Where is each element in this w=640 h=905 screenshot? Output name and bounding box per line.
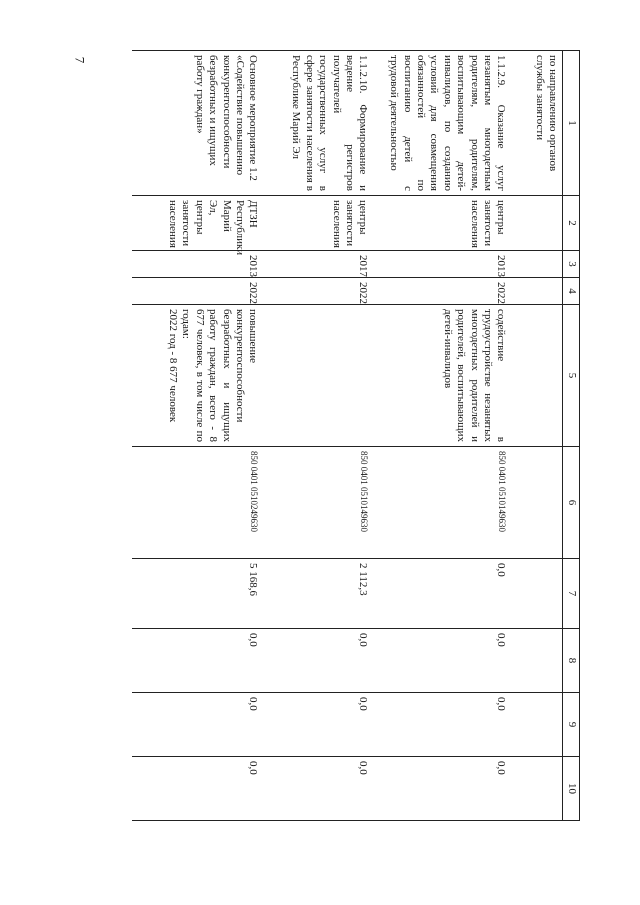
- col-header-4: 4: [563, 278, 580, 305]
- cell-executor: центры занятости населения: [373, 196, 511, 251]
- col-header-10: 10: [563, 757, 580, 821]
- page-number: 7: [72, 56, 88, 64]
- cell-result: содействие в трудоустройстве незанятых многодетных родителей и родителей, воспитывающих детей-инвалидов: [373, 305, 511, 447]
- cell-end-year: 2022: [263, 278, 373, 305]
- header-row: [563, 51, 580, 821]
- table-row: [133, 51, 263, 821]
- cell-budget-code: 850 0401 0510249630: [133, 447, 263, 559]
- rotated-table-container: [120, 50, 580, 820]
- cell-value-7: 0,0: [373, 559, 511, 629]
- cell-value-10: 0,0: [373, 757, 511, 821]
- program-table: [133, 50, 581, 821]
- cell-value-8: 0,0: [373, 629, 511, 693]
- cell-activity: 1.1.2.10. Формирование и ведение регистров получателей государственных услуг в сфере занятости населения в Республике Марий Эл: [263, 51, 373, 196]
- table-row: [373, 51, 511, 821]
- cell-value-10: [511, 757, 563, 821]
- cell-value-8: 0,0: [263, 629, 373, 693]
- col-header-2: 2: [563, 196, 580, 251]
- cell-executor: [511, 196, 563, 251]
- cell-value-9: 0,0: [263, 693, 373, 757]
- cell-result: [133, 305, 263, 447]
- cell-end-year: 2022: [373, 278, 511, 305]
- cell-value-10: 0,0: [133, 757, 263, 821]
- cell-end-year: 2022: [133, 278, 263, 305]
- col-header-8: 8: [563, 629, 580, 693]
- cell-value-7: 5 168,6: [133, 559, 263, 629]
- cell-start-year: 2017: [263, 251, 373, 278]
- cell-value-9: [511, 693, 563, 757]
- cell-end-year: [511, 278, 563, 305]
- cell-executor: центры занятости населения: [263, 196, 373, 251]
- cell-start-year: [511, 251, 563, 278]
- col-header-6: 6: [563, 447, 580, 559]
- cell-value-8: [511, 629, 563, 693]
- cell-result: [263, 305, 373, 447]
- cell-activity: 1.1.2.9. Оказание услуг незанятым многодетным родителям, родителям, воспитывающим детей-инвалидов, по созданию условий для совмещения обязанностей по воспитанию детей с трудовой деятельностью: [373, 51, 511, 196]
- cell-activity: Основное мероприятие 1.2 «Содействие повышению конкурентоспособности безработных и ищущих работу граждан»: [133, 51, 263, 196]
- col-header-7: 7: [563, 559, 580, 629]
- col-header-3: 3: [563, 251, 580, 278]
- col-header-5: 5: [563, 305, 580, 447]
- table-row: [263, 51, 373, 821]
- cell-result: [511, 305, 563, 447]
- cell-budget-code: 850 0401 0510149630: [263, 447, 373, 559]
- cell-value-10: 0,0: [263, 757, 373, 821]
- col-header-9: 9: [563, 693, 580, 757]
- cell-budget-code: [511, 447, 563, 559]
- cell-executor: ДТЗН Республики Марий Эл, центры занятости населения: [133, 196, 263, 251]
- cell-value-9: 0,0: [133, 693, 263, 757]
- col-header-1: 1: [563, 51, 580, 196]
- cell-activity: по направлению органов службы занятости: [511, 51, 563, 196]
- result-text: повышение конкурентоспособности безработных и ищущих работу граждан, всего - 8 677 человек, в том числе по годам:: [180, 309, 260, 442]
- result-by-year: 2022 год - 8 677 человек: [167, 309, 180, 423]
- cell-start-year: 2013: [133, 251, 263, 278]
- cell-value-8: 0,0: [133, 629, 263, 693]
- cell-budget-code: 850 0401 0510149630: [373, 447, 511, 559]
- table-row: [511, 51, 563, 821]
- cell-value-7: 2 112,3: [263, 559, 373, 629]
- cell-value-7: [511, 559, 563, 629]
- cell-value-9: 0,0: [373, 693, 511, 757]
- cell-start-year: 2013: [373, 251, 511, 278]
